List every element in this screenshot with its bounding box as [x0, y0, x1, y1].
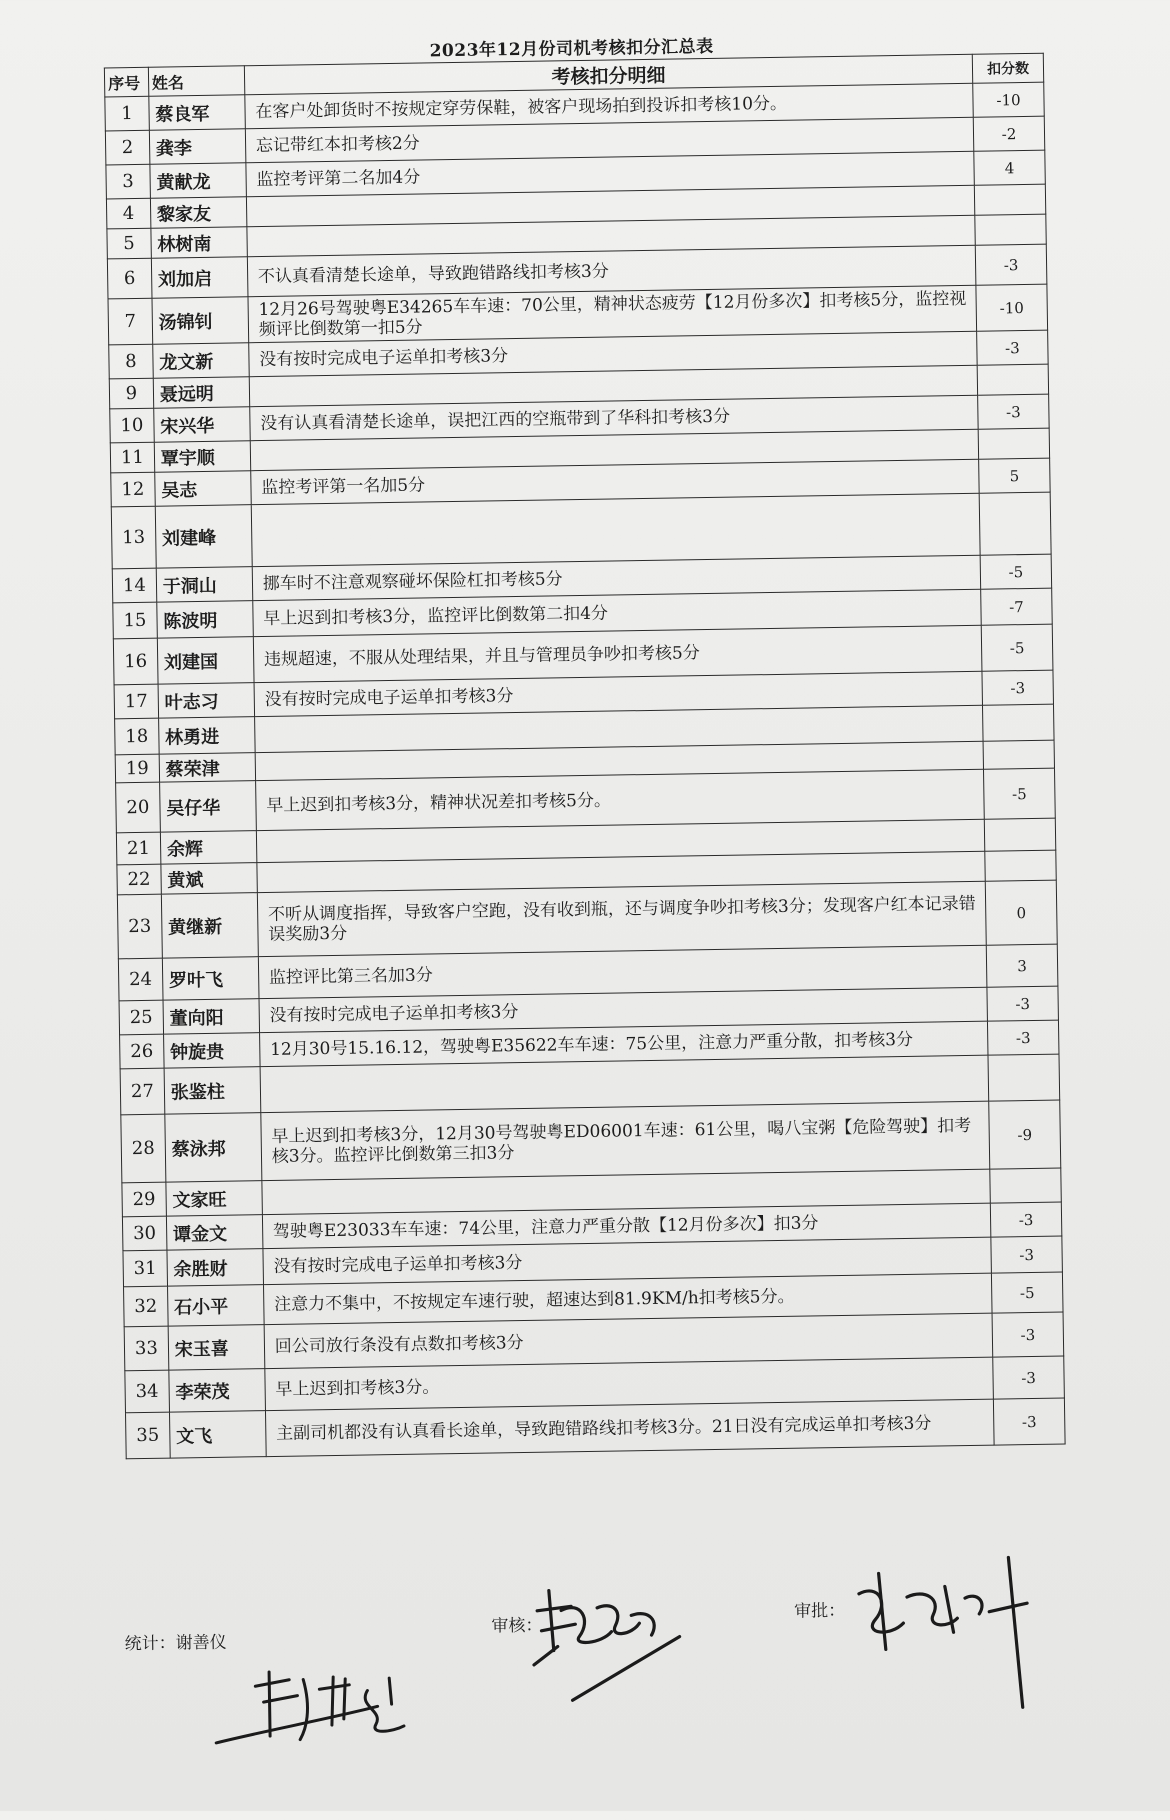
deduction-detail: 注意力不集中，不按规定车速行驶，超速达到81.9KM/h扣考核5分。 — [263, 1273, 992, 1324]
driver-name: 刘加启 — [151, 257, 248, 299]
driver-name: 吴志 — [155, 471, 252, 507]
row-number: 18 — [115, 718, 159, 755]
driver-name: 余辉 — [160, 831, 256, 865]
deduction-detail: 不听从调度指挥，导致客户空跑，没有收到瓶，还与调度争吵扣考核3分；发现客户红本记录错误奖励3分 — [257, 881, 986, 956]
deduction-points: -3 — [975, 244, 1047, 285]
row-number: 10 — [110, 408, 154, 443]
driver-name: 文飞 — [169, 1411, 266, 1459]
deduction-detail: 12月26号驾驶粤E34265车车速：70公里，精神状态疲劳【12月份多次】扣考核5分，监控视频评比倒数第一扣5分 — [248, 285, 977, 342]
deduction-points: -5 — [981, 624, 1053, 671]
driver-name: 刘建峰 — [155, 505, 252, 569]
header-points: 扣分数 — [972, 53, 1043, 83]
row-number: 9 — [109, 378, 153, 409]
row-number: 1 — [105, 96, 149, 131]
header-no: 序号 — [104, 67, 148, 97]
driver-name: 黄斌 — [161, 863, 257, 895]
driver-name: 林树南 — [151, 227, 247, 259]
document-title: 2023年12月份司机考核扣分汇总表 — [429, 36, 714, 62]
deduction-detail: 回公司放行条没有点数扣考核3分 — [264, 1313, 993, 1368]
deduction-points: -9 — [989, 1100, 1061, 1169]
deduction-detail: 违规超速，不服从处理结果，并且与管理员争吵扣考核5分 — [253, 625, 982, 682]
deduction-detail: 没有按时完成电子运单扣考核3分 — [259, 987, 988, 1032]
driver-name: 黄继新 — [161, 893, 258, 958]
deduction-detail: 不认真看清楚长途单，导致跑错路线扣考核3分 — [247, 245, 976, 296]
row-number: 11 — [110, 442, 154, 473]
deduction-points — [979, 492, 1051, 555]
row-number: 28 — [121, 1114, 166, 1183]
deduction-points: -3 — [992, 1312, 1064, 1357]
driver-name: 谭金文 — [166, 1215, 263, 1251]
deduction-detail: 早上迟到扣考核3分。 — [265, 1357, 994, 1410]
driver-name: 于洞山 — [156, 567, 253, 603]
deduction-points: -10 — [976, 284, 1048, 331]
row-number: 31 — [123, 1250, 167, 1287]
driver-name: 黄献龙 — [150, 163, 247, 199]
deduction-points: -3 — [978, 394, 1049, 429]
deduction-points — [983, 740, 1054, 769]
driver-name: 覃宇顺 — [154, 441, 250, 473]
deduction-points: -3 — [982, 670, 1053, 705]
row-number: 25 — [119, 1000, 163, 1035]
row-number: 19 — [115, 754, 159, 783]
row-number: 2 — [105, 130, 149, 165]
row-number: 22 — [117, 864, 161, 895]
driver-name: 刘建国 — [157, 637, 254, 685]
deduction-points — [977, 364, 1048, 395]
deduction-points: -10 — [973, 82, 1044, 117]
driver-name: 蔡良军 — [149, 95, 246, 131]
deduction-detail: 忘记带红本扣考核2分 — [245, 117, 974, 162]
deduction-points — [978, 428, 1049, 459]
deduction-points: 0 — [985, 880, 1057, 945]
row-number: 33 — [124, 1326, 168, 1371]
deduction-points — [975, 214, 1046, 245]
row-number: 32 — [124, 1286, 168, 1327]
table-body — [105, 82, 1065, 1459]
driver-name: 宋兴华 — [154, 407, 251, 443]
deduction-points: -3 — [987, 1020, 1058, 1055]
deduction-points: -3 — [977, 330, 1048, 365]
driver-name: 龙文新 — [153, 343, 250, 379]
driver-name: 汤锦钊 — [152, 297, 249, 345]
deduction-detail: 在客户处卸货时不按规定穿劳保鞋，被客户现场拍到投诉扣考核10分。 — [245, 83, 974, 128]
row-number: 6 — [107, 258, 151, 299]
row-number: 14 — [112, 568, 156, 603]
driver-name: 余胜财 — [167, 1249, 264, 1287]
row-number: 8 — [109, 344, 153, 379]
driver-name: 李荣茂 — [169, 1369, 266, 1413]
statistician-label: 统计：谢善仪 — [124, 1632, 227, 1655]
deduction-points: -3 — [987, 986, 1058, 1021]
driver-name: 林勇进 — [158, 717, 255, 755]
row-number: 20 — [116, 782, 161, 833]
deduction-detail: 没有认真看清楚长途单，误把江西的空瓶带到了华科扣考核3分 — [250, 395, 979, 440]
row-number: 23 — [117, 894, 162, 959]
row-number: 4 — [106, 198, 150, 229]
driver-name: 叶志习 — [158, 683, 255, 719]
row-number: 13 — [111, 506, 156, 569]
deduction-points: -3 — [991, 1236, 1063, 1273]
deduction-detail: 没有按时完成电子运单扣考核3分 — [254, 671, 983, 716]
deduction-points: -5 — [991, 1272, 1063, 1313]
driver-name: 钟旋贵 — [163, 1033, 260, 1069]
driver-name: 罗叶飞 — [162, 957, 259, 1001]
deduction-detail: 驾驶粤E23033车车速：74公里，注意力严重分散【12月份多次】扣3分 — [262, 1203, 991, 1248]
driver-name: 龚李 — [149, 129, 246, 165]
driver-name: 蔡泳邦 — [165, 1113, 262, 1182]
header-name: 姓名 — [148, 66, 244, 97]
deduction-detail: 监控考评第一名加5分 — [251, 459, 980, 504]
deduction-points — [974, 184, 1045, 215]
deduction-points — [988, 1054, 1060, 1101]
approver-label: 审批： — [794, 1601, 846, 1622]
deduction-points — [983, 704, 1055, 741]
reviewer-label: 审核： — [491, 1615, 543, 1637]
row-number: 3 — [106, 164, 150, 199]
signature-reviewer — [531, 1578, 693, 1710]
deduction-points — [984, 818, 1055, 851]
deduction-detail: 主副司机都没有认真看长途单，导致跑错路线扣考核3分。21日没有完成运单扣考核3分 — [265, 1399, 994, 1456]
driver-name: 吴仔华 — [159, 781, 256, 833]
deduction-table — [104, 53, 1066, 1460]
deduction-points — [985, 850, 1056, 881]
driver-name: 董向阳 — [163, 999, 260, 1035]
deduction-points: 5 — [979, 458, 1050, 493]
deduction-detail: 没有按时完成电子运单扣考核3分 — [263, 1237, 992, 1284]
deduction-detail: 监控考评第二名加4分 — [246, 151, 975, 196]
driver-name: 陈波明 — [157, 601, 254, 639]
deduction-points: 4 — [974, 150, 1045, 185]
row-number: 24 — [118, 958, 162, 1001]
row-number: 16 — [113, 638, 158, 685]
header-detail: 考核扣分明细 — [244, 54, 973, 94]
deduction-detail: 没有按时完成电子运单扣考核3分 — [249, 331, 978, 376]
row-number: 26 — [120, 1034, 164, 1069]
row-number: 27 — [120, 1068, 165, 1115]
signature-approver — [848, 1551, 1040, 1714]
driver-name: 石小平 — [167, 1285, 264, 1327]
row-number: 21 — [116, 832, 160, 865]
driver-name: 张鉴柱 — [164, 1067, 261, 1115]
deduction-detail: 12月30号15.16.12，驾驶粤E35622车车速：75公里，注意力严重分散，扣考核3分 — [259, 1021, 988, 1066]
row-number: 7 — [108, 298, 153, 345]
deduction-points: -5 — [984, 768, 1056, 819]
deduction-detail: 挪车时不注意观察碰坏保险杠扣考核5分 — [252, 555, 981, 600]
driver-name: 聂远明 — [153, 377, 249, 409]
driver-name: 蔡荣津 — [159, 753, 255, 783]
deduction-points: -5 — [980, 554, 1051, 589]
deduction-points: -3 — [990, 1202, 1061, 1237]
row-number: 30 — [122, 1216, 166, 1251]
deduction-detail: 早上迟到扣考核3分，监控评比倒数第二扣4分 — [253, 589, 982, 636]
row-number: 15 — [113, 602, 157, 639]
driver-name: 黎家友 — [150, 197, 246, 229]
driver-name: 宋玉喜 — [168, 1325, 265, 1371]
deduction-detail: 监控评比第三名加3分 — [258, 945, 987, 998]
deduction-detail — [251, 493, 980, 566]
row-number: 5 — [107, 228, 151, 259]
deduction-points: 3 — [986, 944, 1058, 987]
deduction-points: -3 — [993, 1398, 1065, 1445]
deduction-points: -3 — [993, 1356, 1065, 1399]
row-number: 17 — [114, 684, 158, 719]
signature-statistician — [207, 1647, 439, 1751]
row-number: 29 — [122, 1182, 166, 1217]
deduction-detail: 早上迟到扣考核3分，精神状况差扣考核5分。 — [255, 769, 984, 830]
row-number: 34 — [125, 1370, 169, 1413]
row-number: 12 — [111, 472, 155, 507]
deduction-points: -7 — [981, 588, 1053, 625]
deduction-points: -2 — [973, 116, 1044, 151]
deduction-points — [990, 1168, 1061, 1203]
row-number: 35 — [125, 1412, 170, 1459]
deduction-detail: 早上迟到扣考核3分，12月30号驾驶粤ED06001车速：61公里，喝八宝粥【危险驾驶】扣考核3分。监控评比倒数第三扣3分 — [261, 1101, 990, 1180]
driver-name: 文家旺 — [166, 1181, 263, 1217]
